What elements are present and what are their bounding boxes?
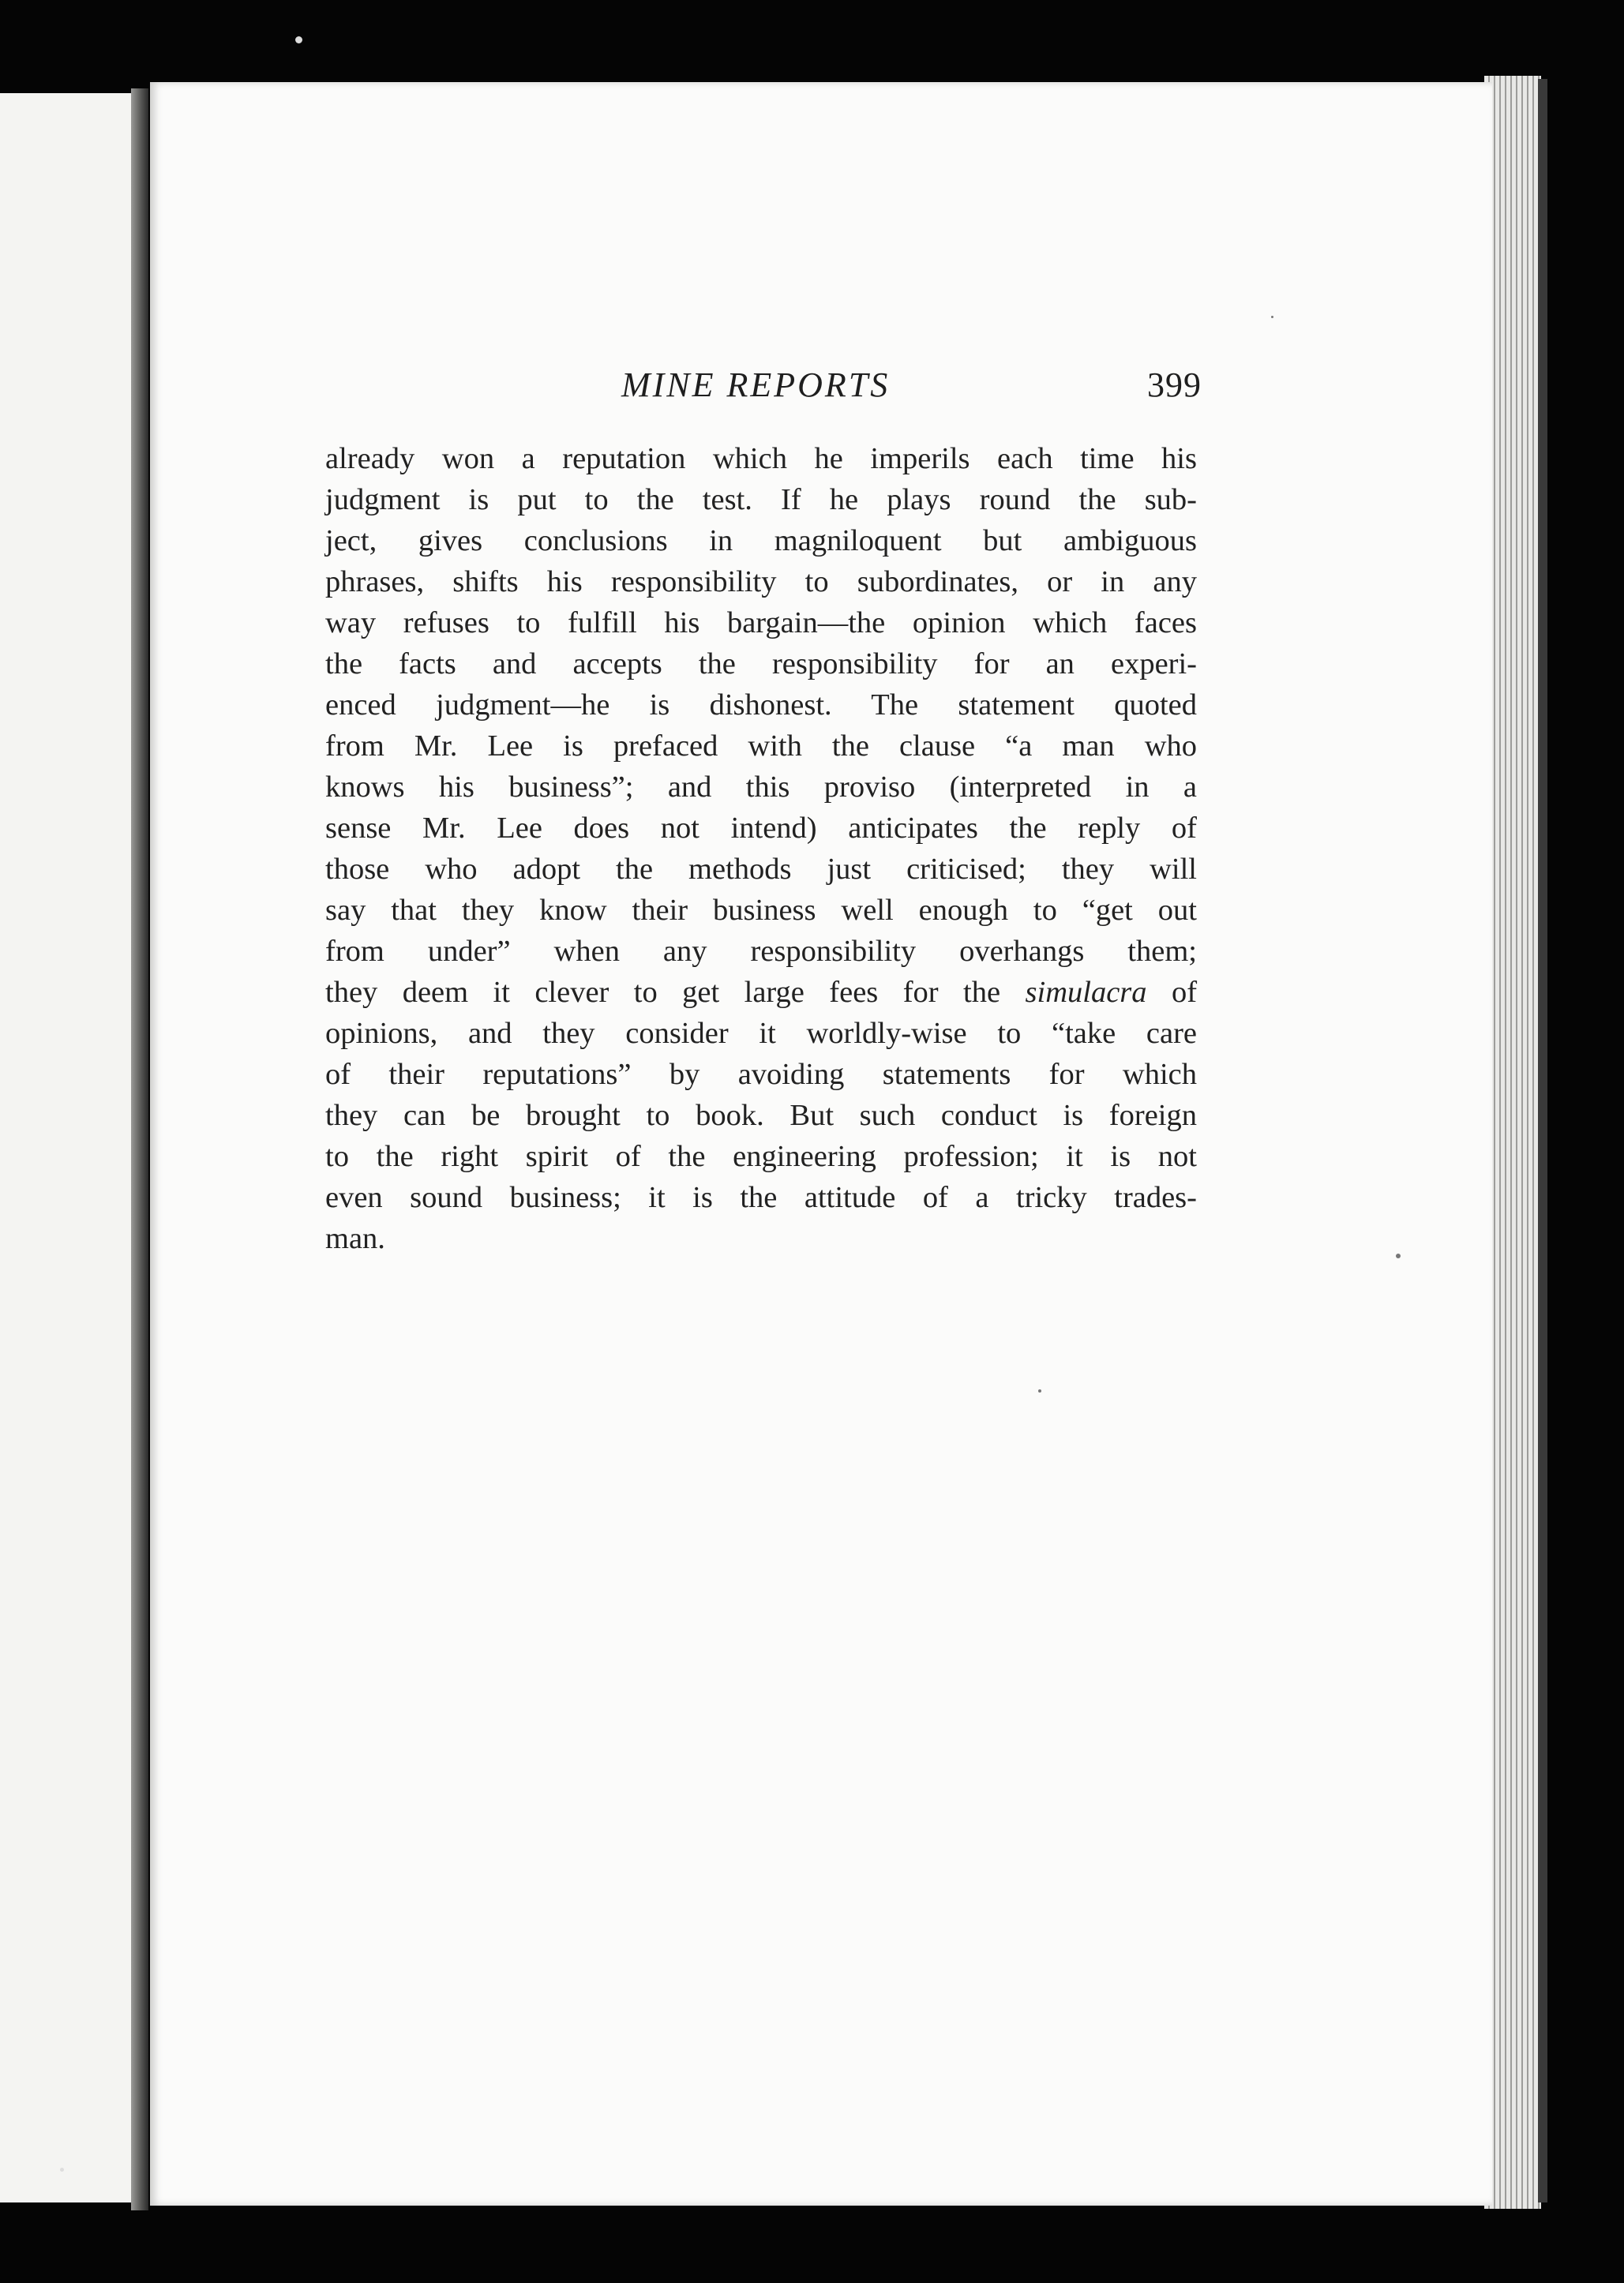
text-line: say that they know their business well enough to “get out — [325, 894, 1197, 927]
page-number: 399 — [1147, 366, 1202, 404]
text-line: way refuses to fulfill his bargain—the opinion which faces — [325, 606, 1197, 639]
line-lead: they deem it clever to get large fees for the — [325, 976, 1001, 1009]
text-line: from under” when any responsibility overhangs them; — [325, 935, 1197, 968]
text-line: the facts and accepts the responsibility for an experi- — [325, 647, 1197, 680]
text-line: already won a reputation which he imperils each time his — [325, 442, 1197, 475]
text-line: ject, gives conclusions in magniloquent but ambiguous — [325, 524, 1197, 557]
page-edge-shadow — [1538, 79, 1547, 2202]
running-head-title: MINE REPORTS — [621, 366, 891, 404]
text-line: even sound business; it is the attitude of a tricky trades- — [325, 1181, 1197, 1214]
text-line: judgment is put to the test. If he plays round the sub- — [325, 483, 1197, 516]
book-gutter — [131, 88, 148, 2210]
italic-term: simulacra — [1025, 976, 1147, 1009]
scan-speck — [1271, 316, 1273, 318]
text-line-with-italic — [325, 972, 1197, 1013]
text-line: phrases, shifts his responsibility to subordinates, or in any — [325, 565, 1197, 598]
scan-speck — [1038, 1389, 1041, 1393]
running-head — [175, 365, 1202, 412]
scan-speck — [60, 2168, 64, 2172]
text-line: those who adopt the methods just criticised; they will — [325, 853, 1197, 886]
text-line: opinions, and they consider it worldly-wise to “take care — [325, 1017, 1197, 1050]
scan-speck — [1396, 1254, 1401, 1258]
text-line: from Mr. Lee is prefaced with the clause “a man who — [325, 729, 1197, 763]
text-line: enced judgment—he is dishonest. The statement quoted — [325, 688, 1197, 722]
text-line: to the right spirit of the engineering profession; it is not — [325, 1140, 1197, 1173]
scan-speck — [295, 36, 302, 43]
text-line-final: man. — [325, 1222, 385, 1255]
text-line: of their reputations” by avoiding statements for which — [325, 1058, 1197, 1091]
text-line: sense Mr. Lee does not intend) anticipates the reply of — [325, 812, 1197, 845]
stacked-page-edges — [1484, 76, 1541, 2209]
facing-page-edge — [0, 93, 134, 2202]
text-line: knows his business”; and this proviso (interpreted in a — [325, 770, 1197, 804]
body-paragraph — [325, 438, 1197, 1259]
text-line: they can be brought to book. But such conduct is foreign — [325, 1099, 1197, 1132]
line-tail: of — [1171, 976, 1198, 1009]
